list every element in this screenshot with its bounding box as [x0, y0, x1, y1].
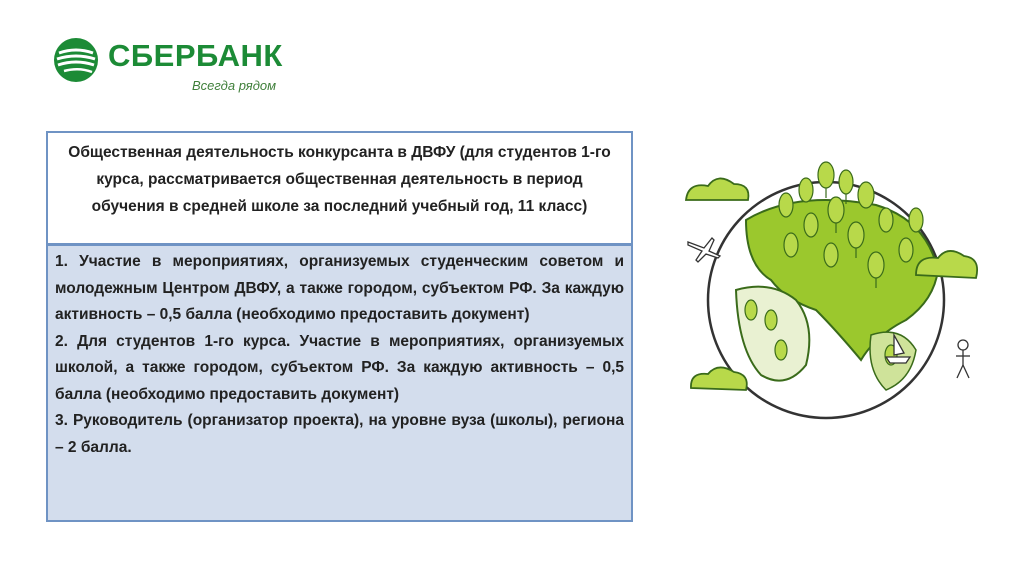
sberbank-mark-icon: [52, 36, 100, 84]
logo-tagline: Всегда рядом: [192, 78, 277, 93]
criteria-card: [46, 131, 633, 522]
criteria-item: 3. Руководитель (организатор проекта), на уровне вуза (школы), региона – 2 балла.: [55, 412, 624, 456]
criteria-item: 1. Участие в мероприятиях, организуемых студенческим советом и молодежным Центром ДВФУ, а также городом, субъектом РФ. За каждую активность – 0,5 балла (необходимо предоставить документ): [55, 253, 624, 323]
criteria-item: 2. Для студентов 1-го курса. Участие в мероприятиях, организуемых школой, а также городом, субъектом РФ. За каждую активность – 0,5 балла (необходимо предоставить документ): [55, 332, 624, 403]
green-globe-illustration: [676, 150, 986, 425]
sberbank-logo: [52, 32, 302, 102]
card-body: [48, 246, 631, 520]
logo-name: СБЕРБАНК: [108, 38, 283, 73]
card-heading: Общественная деятельность конкурсанта в ДВФУ (для студентов 1-го курса, рассматривается общественная деятельность в период обучения в средней школе за последний учебный год, 11 класс): [48, 133, 631, 246]
